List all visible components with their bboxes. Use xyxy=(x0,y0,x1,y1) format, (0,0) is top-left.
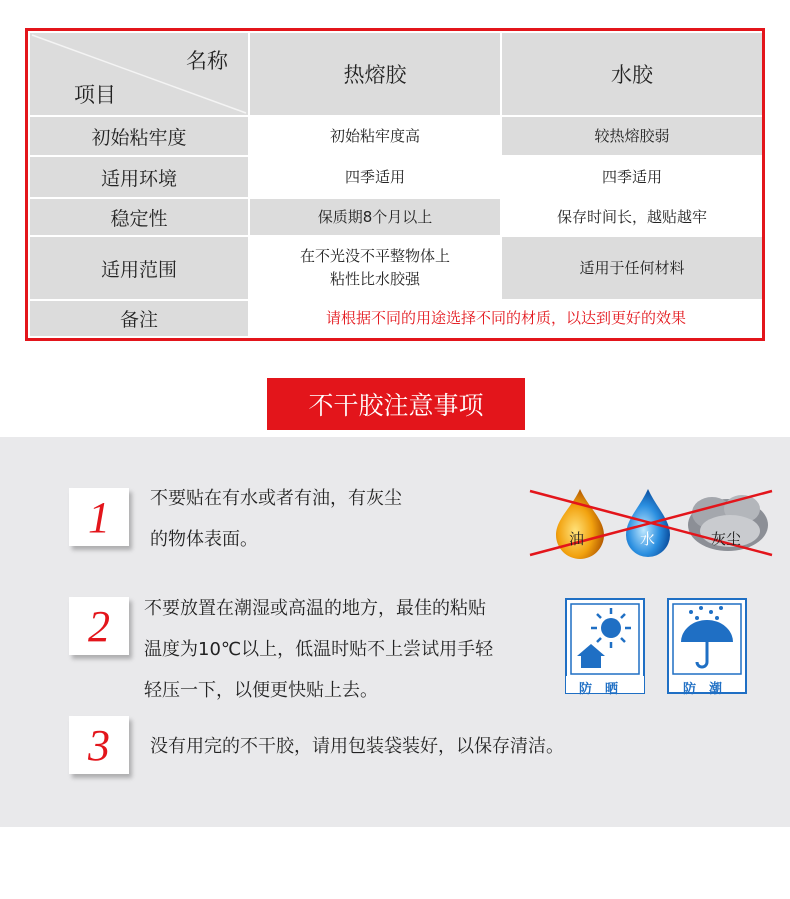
column-header-water-glue: 水胶 xyxy=(502,33,762,115)
section-title: 不干胶注意事项 xyxy=(267,378,525,430)
table-cell: 适用于任何材料 xyxy=(502,237,762,299)
note-number-2: 2 xyxy=(69,597,129,655)
table-cell: 四季适用 xyxy=(502,157,762,197)
note-1-text xyxy=(150,478,402,560)
comparison-table xyxy=(25,28,765,341)
oil-label: 油 xyxy=(569,530,585,548)
table-cell: 保存时间长，越贴越牢 xyxy=(502,199,762,235)
note-line: 轻压一下，以便更快贴上去。 xyxy=(144,680,378,701)
note-line: 不要放置在潮湿或高温的地方，最佳的粘贴 xyxy=(144,598,486,619)
sun-protection-label: 防 晒 xyxy=(579,682,619,697)
note-3-text xyxy=(150,726,564,767)
dust-label: 灰尘 xyxy=(711,530,742,548)
note-line: 不要贴在有水或者有油，有灰尘 xyxy=(150,488,402,509)
row-label-environment: 适用环境 xyxy=(30,157,248,197)
note-2-text xyxy=(144,588,493,711)
table-cell: 初始粘牢度高 xyxy=(250,117,500,155)
row-label-remarks: 备注 xyxy=(30,301,248,336)
column-header-hot-melt: 热熔胶 xyxy=(250,33,500,115)
moisture-protection-label: 防 潮 xyxy=(683,682,723,697)
no-oil-water-dust-icon xyxy=(528,483,778,563)
cell-line: 在不光没不平整物体上 xyxy=(299,247,450,265)
note-number-1: 1 xyxy=(69,488,129,546)
corner-top-label: 名称 xyxy=(186,49,228,73)
table-cell: 较热熔胶弱 xyxy=(502,117,762,155)
row-label-scope: 适用范围 xyxy=(30,237,248,299)
note-line: 的物体表面。 xyxy=(150,529,258,550)
row-label-initial-tack: 初始粘牢度 xyxy=(30,117,248,155)
cell-line: 粘性比水胶强 xyxy=(329,270,420,288)
remarks-note: 请根据不同的用途选择不同的材质，以达到更好的效果 xyxy=(250,301,762,336)
header-corner-cell xyxy=(30,33,248,115)
table-cell: 保质期8个月以上 xyxy=(250,199,500,235)
table-cell xyxy=(250,237,500,299)
corner-bottom-label: 项目 xyxy=(74,83,116,107)
note-number-3: 3 xyxy=(69,716,129,774)
note-line: 没有用完的不干胶，请用包装袋装好，以保存清洁。 xyxy=(150,736,564,757)
water-label: 水 xyxy=(640,530,656,548)
note-line: 温度为10℃以上，低温时贴不上尝试用手轻 xyxy=(144,639,494,660)
table-cell: 四季适用 xyxy=(250,157,500,197)
row-label-stability: 稳定性 xyxy=(30,199,248,235)
